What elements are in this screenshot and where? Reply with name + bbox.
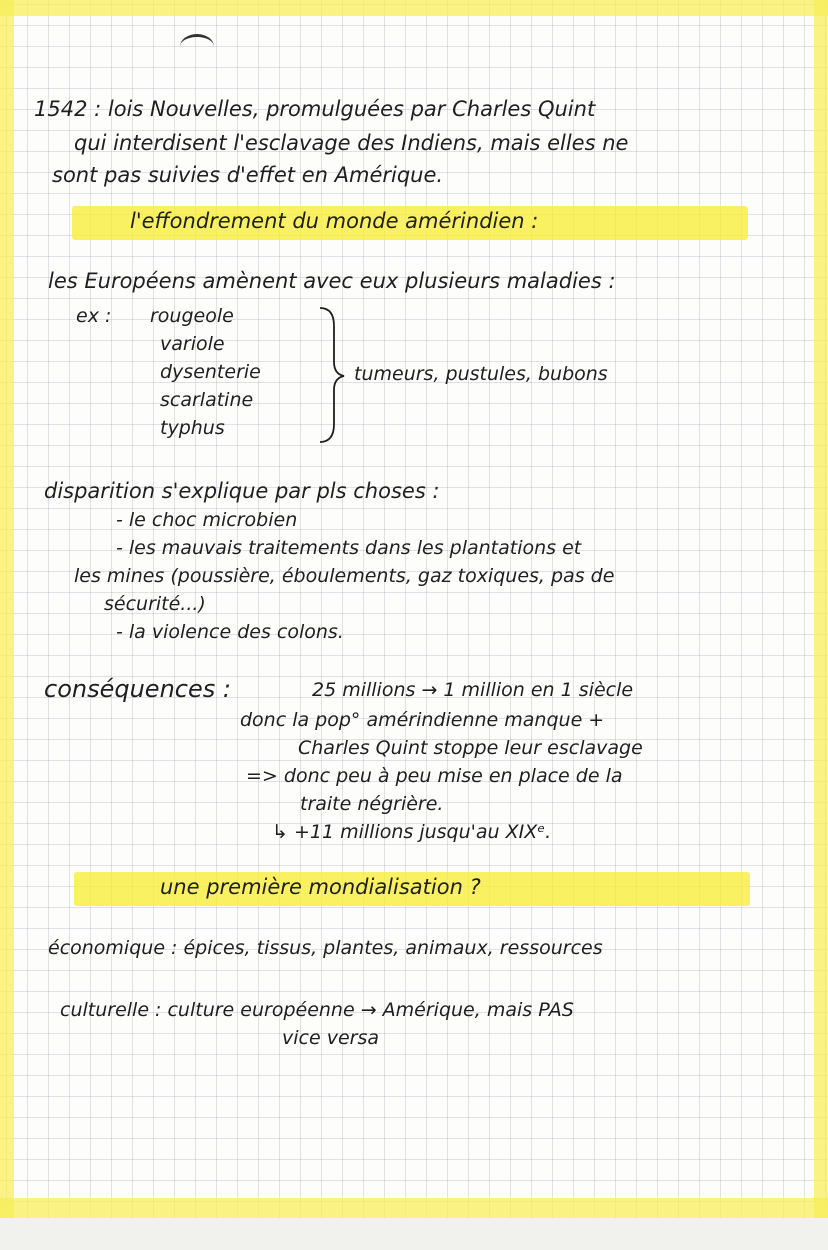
disease-item-4: scarlatine bbox=[160, 389, 254, 411]
consequences-label: conséquences : bbox=[44, 675, 231, 703]
consequence-5: traite négrière. bbox=[300, 793, 444, 815]
consequence-2: donc la pop° amérindienne manque + bbox=[240, 709, 605, 731]
page-bottom-margin bbox=[0, 1218, 828, 1250]
cause-2c: sécurité...) bbox=[104, 593, 206, 615]
consequence-1: 25 millions → 1 million en 1 siècle bbox=[312, 679, 634, 701]
brace-note: tumeurs, pustules, bubons bbox=[354, 363, 608, 385]
disparition-line: disparition s'explique par pls choses : bbox=[44, 479, 440, 503]
consequence-3: Charles Quint stoppe leur esclavage bbox=[298, 737, 643, 759]
note-line-2: qui interdisent l'esclavage des Indiens, mais elles ne bbox=[74, 131, 629, 155]
heading-effondrement: l'effondrement du monde amérindien : bbox=[130, 209, 539, 233]
note-line-3: sont pas suivies d'effet en Amérique. bbox=[52, 163, 444, 187]
curly-brace bbox=[316, 306, 346, 444]
cause-3: - la violence des colons. bbox=[116, 621, 344, 643]
note-line-1: 1542 : lois Nouvelles, promulguées par Charles Quint bbox=[34, 97, 596, 121]
highlight-border-right bbox=[814, 0, 828, 1250]
culturelle-line-2: vice versa bbox=[282, 1027, 379, 1049]
note-line-4: les Européens amènent avec eux plusieurs maladies : bbox=[48, 269, 616, 293]
cause-1: - le choc microbien bbox=[116, 509, 298, 531]
heading-mondialisation: une première mondialisation ? bbox=[160, 875, 481, 899]
punch-hole-mark bbox=[180, 34, 214, 59]
highlight-border-top bbox=[0, 0, 828, 16]
disease-item-5: typhus bbox=[160, 417, 225, 439]
consequence-6: ↳ +11 millions jusqu'au XIXᵉ. bbox=[272, 821, 552, 843]
disease-item-3: dysenterie bbox=[160, 361, 261, 383]
highlight-border-bottom bbox=[0, 1198, 828, 1218]
highlight-border-left bbox=[0, 0, 14, 1250]
examples-label: ex : bbox=[76, 305, 112, 327]
consequence-4: => donc peu à peu mise en place de la bbox=[246, 765, 623, 787]
culturelle-line: culturelle : culture européenne → Amérique, mais PAS bbox=[60, 999, 574, 1021]
cause-2b: les mines (poussière, éboulements, gaz toxiques, pas de bbox=[74, 565, 615, 587]
disease-item-1: rougeole bbox=[150, 305, 234, 327]
disease-item-2: variole bbox=[160, 333, 225, 355]
cause-2a: - les mauvais traitements dans les plantations et bbox=[116, 537, 582, 559]
economique-line: économique : épices, tissus, plantes, animaux, ressources bbox=[48, 937, 603, 959]
